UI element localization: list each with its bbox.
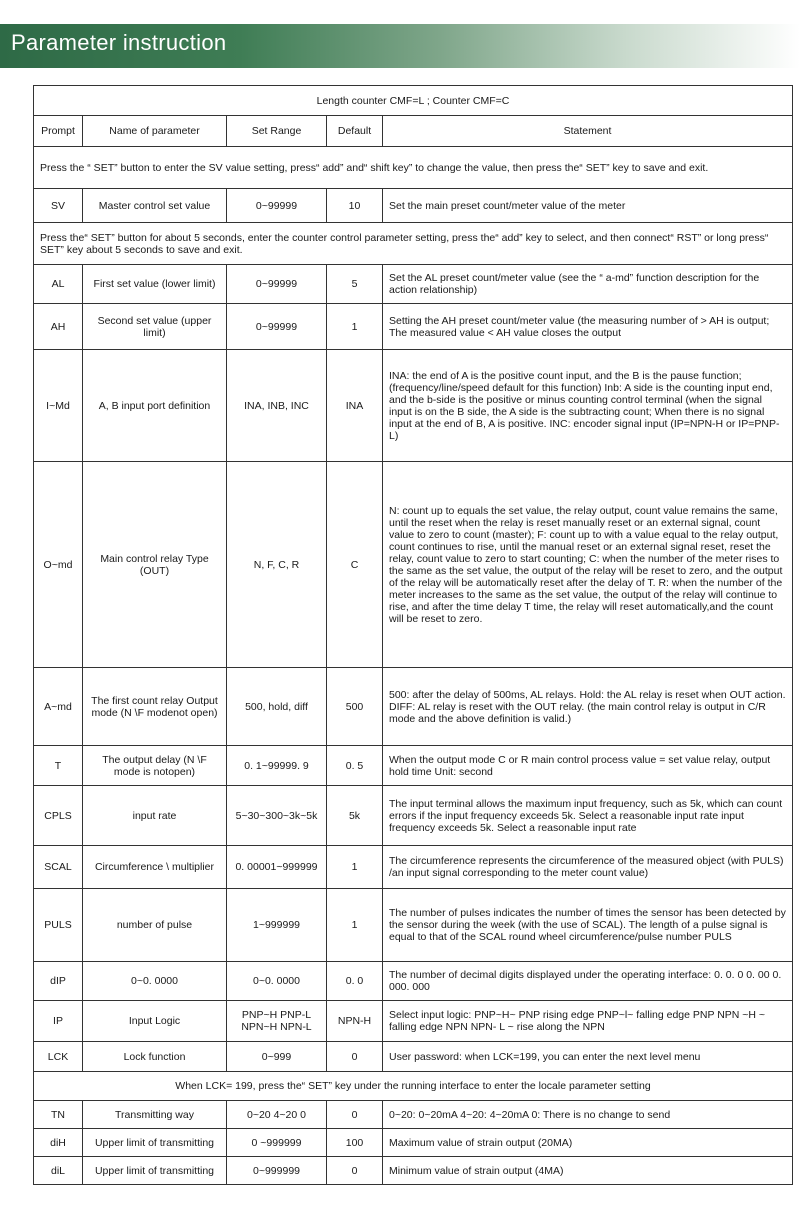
table-row xyxy=(34,1042,793,1072)
cell-range: 0~999999 xyxy=(227,1157,327,1185)
cell-name: Input Logic xyxy=(83,1001,227,1042)
cell-prompt: AH xyxy=(34,304,83,350)
cell-range: 0~99999 xyxy=(227,189,327,223)
cell-default: 0 xyxy=(327,1042,383,1072)
cell-default: INA xyxy=(327,350,383,462)
cell-name: Upper limit of transmitting xyxy=(83,1129,227,1157)
cell-prompt: PULS xyxy=(34,889,83,962)
cell-prompt: AL xyxy=(34,265,83,304)
cell-prompt: I~Md xyxy=(34,350,83,462)
table-row xyxy=(34,350,793,462)
table-row xyxy=(34,1129,793,1157)
cell-prompt: IP xyxy=(34,1001,83,1042)
table-row xyxy=(34,846,793,889)
cell-name: Upper limit of transmitting xyxy=(83,1157,227,1185)
table-row xyxy=(34,962,793,1001)
cell-name: 0~0. 0000 xyxy=(83,962,227,1001)
cell-statement: Set the AL preset count/meter value (see the “ a-md” function description for the action relationship) xyxy=(383,265,793,304)
cell-name: The output delay (N \F mode is notopen) xyxy=(83,746,227,786)
cell-default: 0. 0 xyxy=(327,962,383,1001)
cell-default: 5 xyxy=(327,265,383,304)
cell-prompt: CPLS xyxy=(34,786,83,846)
column-header: Statement xyxy=(383,116,793,147)
cell-prompt: TN xyxy=(34,1101,83,1129)
cell-statement: The number of pulses indicates the number of times the sensor has been detected by the sensor during the week (with the use of SCAL). The length of a pulse signal is equal to that of the SCAL round wheel circumference/pulse number PULS xyxy=(383,889,793,962)
column-header: Name of parameter xyxy=(83,116,227,147)
table-row xyxy=(34,889,793,962)
column-header: Prompt xyxy=(34,116,83,147)
cell-statement: The circumference represents the circumference of the measured object (with PULS) /an input signal corresponding to the meter count value) xyxy=(383,846,793,889)
cell-statement: The input terminal allows the maximum input frequency, such as 5k, which can count errors if the input frequency exceeds 5k. Select a reasonable input rate input frequency exceeds 5k. Select a reasonable input rate xyxy=(383,786,793,846)
table-header-row xyxy=(34,116,793,147)
table-row xyxy=(34,1157,793,1185)
cell-range: 0~999 xyxy=(227,1042,327,1072)
header-banner xyxy=(0,24,800,68)
note-text: Press the “ SET” button to enter the SV value setting, press“ add” and“ shift key” to change the value, then press the“ SET” key to save and exit. xyxy=(34,147,793,189)
cell-default: 0 xyxy=(327,1157,383,1185)
cell-name: Master control set value xyxy=(83,189,227,223)
table-row xyxy=(34,1001,793,1042)
cell-range: N, F, C, R xyxy=(227,462,327,668)
cell-range: 1~999999 xyxy=(227,889,327,962)
cell-default: 1 xyxy=(327,889,383,962)
cell-default: 1 xyxy=(327,846,383,889)
cell-statement: The number of decimal digits displayed under the operating interface: 0. 0. 0 0. 00 0. 000. 000 xyxy=(383,962,793,1001)
cell-statement: User password: when LCK=199, you can enter the next level menu xyxy=(383,1042,793,1072)
cell-name: Transmitting way xyxy=(83,1101,227,1129)
cell-default: C xyxy=(327,462,383,668)
cell-prompt: T xyxy=(34,746,83,786)
cell-prompt: O~md xyxy=(34,462,83,668)
column-header: Default xyxy=(327,116,383,147)
cell-name: The first count relay Output mode (N \F modenot open) xyxy=(83,668,227,746)
cell-statement: When the output mode C or R main control process value = set value relay, output hold time Unit: second xyxy=(383,746,793,786)
cell-statement: N: count up to equals the set value, the relay output, count value remains the same, until the reset when the relay is reset manually reset or an external signal, count value to zero to count (master); F: count up to with a value equal to the relay output, count continues to rise, until the manual reset or an external signal reset, reset the relay, count value to zero to start counting; C: when the number of the meter rises to the same as the set value, the output of the relay will be reset to zero, and the output of the relay will be automatically reset after the delay of T. R: when the number of the meter increases to the same as the set value, the output of the relay will continue to rise, and after the time delay T time, the relay will reset automatically,and the count will be reset to zero. xyxy=(383,462,793,668)
column-header: Set Range xyxy=(227,116,327,147)
cell-range: INA, INB, INC xyxy=(227,350,327,462)
note-row xyxy=(34,147,793,189)
page-title: Parameter instruction xyxy=(11,30,227,55)
cell-range: 0~20 4~20 0 xyxy=(227,1101,327,1129)
cell-range: 0~0. 0000 xyxy=(227,962,327,1001)
note-row xyxy=(34,1072,793,1101)
cell-name: Second set value (upper limit) xyxy=(83,304,227,350)
cell-prompt: diH xyxy=(34,1129,83,1157)
cell-range: 0. 1~99999. 9 xyxy=(227,746,327,786)
cell-default: NPN-H xyxy=(327,1001,383,1042)
table-row xyxy=(34,462,793,668)
cell-prompt: LCK xyxy=(34,1042,83,1072)
table-row xyxy=(34,265,793,304)
cell-statement: 0~20: 0~20mA 4~20: 4~20mA 0: There is no change to send xyxy=(383,1101,793,1129)
cell-name: Main control relay Type (OUT) xyxy=(83,462,227,668)
note-text: Press the“ SET” button for about 5 seconds, enter the counter control parameter setting, press the“ add” key to select, and then connect“ RST” or long press“ SET” key about 5 seconds to save and exit. xyxy=(34,223,793,265)
cell-name: number of pulse xyxy=(83,889,227,962)
cell-prompt: A~md xyxy=(34,668,83,746)
cell-range: 5~30~300~3k~5k xyxy=(227,786,327,846)
cell-prompt: SV xyxy=(34,189,83,223)
cell-name: Circumference \ multiplier xyxy=(83,846,227,889)
cell-statement: Set the main preset count/meter value of the meter xyxy=(383,189,793,223)
cell-default: 10 xyxy=(327,189,383,223)
cell-name: A, B input port definition xyxy=(83,350,227,462)
note-row xyxy=(34,223,793,265)
cell-range: 0 ~999999 xyxy=(227,1129,327,1157)
cell-default: 500 xyxy=(327,668,383,746)
cell-prompt: SCAL xyxy=(34,846,83,889)
cell-range: 0. 00001~999999 xyxy=(227,846,327,889)
cell-statement: Minimum value of strain output (4MA) xyxy=(383,1157,793,1185)
table-row xyxy=(34,746,793,786)
cell-name: First set value (lower limit) xyxy=(83,265,227,304)
note-text: When LCK= 199, press the“ SET” key under the running interface to enter the locale parameter setting xyxy=(34,1072,793,1101)
cell-name: input rate xyxy=(83,786,227,846)
table-row xyxy=(34,304,793,350)
table-row xyxy=(34,668,793,746)
cell-default: 0. 5 xyxy=(327,746,383,786)
table-caption: Length counter CMF=L ; Counter CMF=C xyxy=(34,86,793,116)
cell-name: Lock function xyxy=(83,1042,227,1072)
cell-prompt: dIP xyxy=(34,962,83,1001)
cell-statement: 500: after the delay of 500ms, AL relays. Hold: the AL relay is reset when OUT action. DIFF: AL relay is reset with the OUT relay. (the main control relay is output in C/R mode and the above definition is valid.) xyxy=(383,668,793,746)
cell-statement: Maximum value of strain output (20MA) xyxy=(383,1129,793,1157)
cell-default: 5k xyxy=(327,786,383,846)
table-row xyxy=(34,786,793,846)
cell-statement: Select input logic: PNP~H~ PNP rising edge PNP~l~ falling edge PNP NPN ~H ~ falling edge NPN NPN- L ~ rise along the NPN xyxy=(383,1001,793,1042)
cell-range: 500, hold, diff xyxy=(227,668,327,746)
cell-default: 0 xyxy=(327,1101,383,1129)
cell-default: 1 xyxy=(327,304,383,350)
cell-statement: Setting the AH preset count/meter value (the measuring number of > AH is output; The measured value < AH value closes the output xyxy=(383,304,793,350)
cell-statement: INA: the end of A is the positive count input, and the B is the pause function; (frequency/line/speed default for this function) Inb: A side is the counting input end, and the b-side is the positive or minus counting control terminal (when the signal input is on the B side, the A side is the subtracting count; When there is no signal input at the end of B, A is positive. INC: encoder signal input (IP=NPN-H or IP=PNP-L) xyxy=(383,350,793,462)
parameter-table xyxy=(33,85,793,1185)
table-row xyxy=(34,1101,793,1129)
table-row xyxy=(34,189,793,223)
cell-prompt: diL xyxy=(34,1157,83,1185)
table-caption-row xyxy=(34,86,793,116)
cell-default: 100 xyxy=(327,1129,383,1157)
cell-range: PNP~H PNP-L NPN~H NPN-L xyxy=(227,1001,327,1042)
cell-range: 0~99999 xyxy=(227,265,327,304)
cell-range: 0~99999 xyxy=(227,304,327,350)
